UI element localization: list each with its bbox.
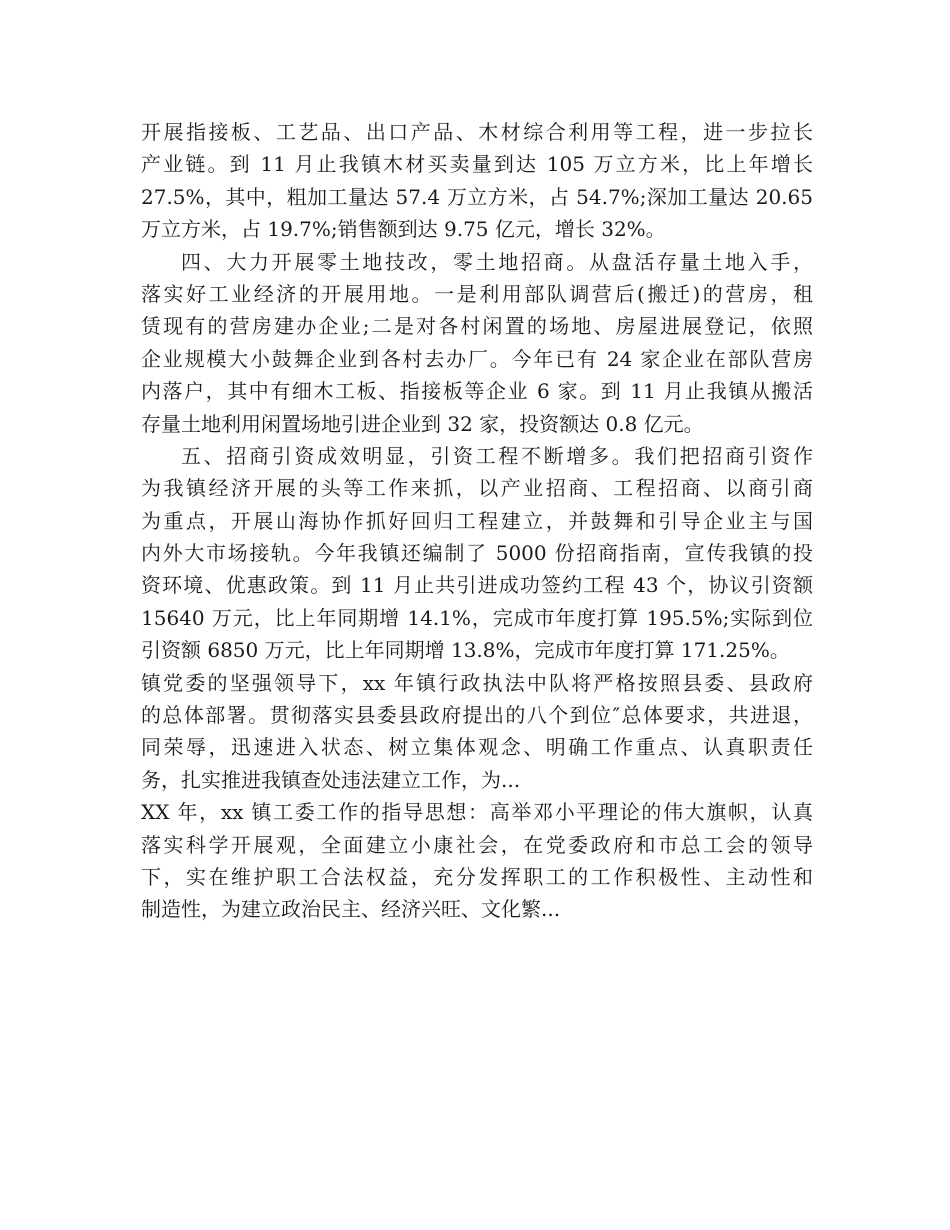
text-line: 万立方米，占 19.7%;销售额到达 9.75 亿元，增长 32%。 [141, 217, 666, 242]
text-line: 企业规模大小鼓舞企业到各村去办厂。今年已有 24 家企业在部队营房 [141, 346, 813, 371]
text-line: 内外大市场接轨。今年我镇还编制了 5000 份招商指南，宣传我镇的投 [141, 541, 813, 566]
text-line: 内落户，其中有细木工板、指接板等企业 6 家。到 11 月止我镇从搬活 [141, 379, 813, 404]
text-line: 27.5%，其中，粗加工量达 57.4 万立方米，占 54.7%;深加工量达 20.65 [141, 184, 813, 209]
text-line: 制造性，为建立政治民主、经济兴旺、文化繁... [141, 897, 561, 922]
text-line: 赁现有的营房建办企业;二是对各村闲置的场地、房屋进展登记，依照 [141, 314, 813, 339]
text-line: 产业链。到 11 月止我镇木材买卖量到达 105 万立方米，比上年增长 [141, 152, 813, 177]
text-line: 的总体部署。贯彻落实县委县政府提出的八个到位″总体要求，共进退， [141, 703, 813, 728]
text-line: 引资额 6850 万元，比上年同期增 13.8%，完成市年度打算 171.25%。 [141, 638, 790, 663]
text-line: 同荣辱，迅速进入状态、树立集体观念、明确工作重点、认真职责任 [141, 735, 813, 760]
text-line: 落实科学开展观，全面建立小康社会，在党委政府和市总工会的领导 [141, 832, 813, 857]
text-line: 资环境、优惠政策。到 11 月止共引进成功签约工程 43 个，协议引资额 [141, 573, 813, 598]
text-line: 务，扎实推进我镇查处违法建立工作，为... [141, 767, 521, 792]
text-line: 15640 万元，比上年同期增 14.1%，完成市年度打算 195.5%;实际到位 [141, 605, 813, 630]
text-line: 四、大力开展零土地技改，零土地招商。从盘活存量土地入手， [181, 249, 813, 274]
text-line: 下，实在维护职工合法权益，充分发挥职工的工作积极性、主动性和 [141, 864, 813, 889]
text-line: 五、招商引资成效明显，引资工程不断增多。我们把招商引资作 [181, 443, 813, 468]
text-line: 存量土地利用闲置场地引进企业到 32 家，投资额达 0.8 亿元。 [141, 411, 704, 436]
document-body [141, 116, 813, 926]
text-line: 为重点，开展山海协作抓好回归工程建立，并鼓舞和引导企业主与国 [141, 508, 813, 533]
text-line: XX 年，xx 镇工委工作的指导思想：高举邓小平理论的伟大旗帜，认真 [141, 800, 813, 825]
text-line: 镇党委的坚强领导下，xx 年镇行政执法中队将严格按照县委、县政府 [141, 670, 813, 695]
text-line: 落实好工业经济的开展用地。一是利用部队调营后(搬迁)的营房，租 [141, 281, 813, 306]
text-line: 开展指接板、工艺品、出口产品、木材综合利用等工程，进一步拉长 [141, 120, 813, 144]
text-line: 为我镇经济开展的头等工作来抓，以产业招商、工程招商、以商引商 [141, 476, 813, 501]
